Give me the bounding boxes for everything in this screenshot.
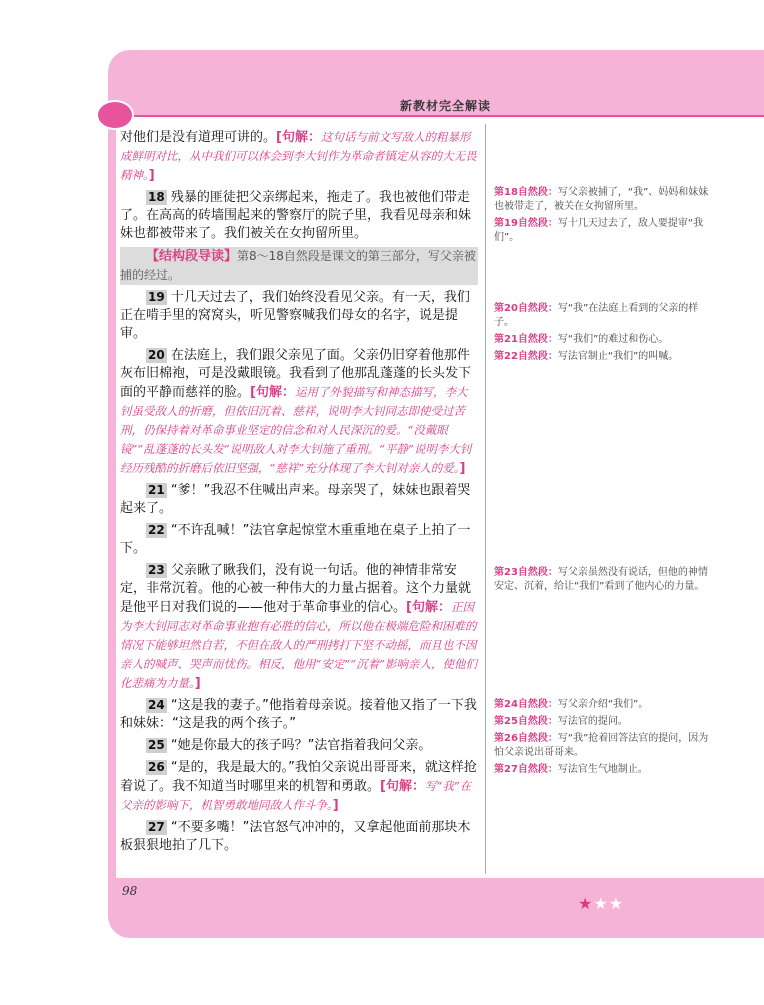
side-notes-24-27	[494, 698, 714, 780]
sentence-gloss: 正因为李大钊同志对革命事业抱有必胜的信心，所以他在极端危险和困难的情况下能够坦然自若，不但在敌人的严刑拷打下坚不动摇，而且也不因亲人的喊声、哭声而忧伤。相反，他用“安定”“沉着”影响亲人，使他们化悲痛为力量。	[120, 600, 478, 690]
side-note: 第25自然段：写法官的提问。	[494, 716, 628, 727]
page-number: 98	[122, 884, 138, 898]
paragraph-number: 27	[148, 820, 165, 834]
side-notes-20-22	[494, 302, 714, 367]
paragraph-18: 18 残暴的匪徒把父亲绑起来，拖走了。我也被他们带走了。在高高的砖墙围起来的警察厅的院子里，我看见母亲和妹妹也都被带来了。我们被关在女拘留所里。	[120, 190, 472, 241]
paragraph-17-end: 对他们是没有道理可讲的。[句解：这句话与前文写敌人的粗暴形成鲜明对比，从中我们可以体会到李大钊作为革命者镇定从容的大无畏精神。]	[120, 130, 477, 183]
paragraph-number: 21	[148, 483, 165, 497]
paragraph-number: 20	[148, 348, 165, 362]
header-rule	[116, 115, 764, 117]
side-note: 第22自然段：写法官制止“我们”的叫喊。	[494, 351, 679, 362]
paragraph-number: 22	[148, 523, 165, 537]
side-note: 第21自然段：写“我们”的难过和伤心。	[494, 334, 669, 345]
paragraph-25: 25 “她是你最大的孩子吗？”法官指着我问父亲。	[148, 738, 432, 753]
side-note: 第18自然段：写父亲被捕了，“我”、妈妈和妹妹也被带走了，被关在女拘留所里。	[494, 187, 709, 212]
structure-guide: 【结构段导读】第8～18自然段是课文的第三部分，写父亲被捕的经过。	[120, 247, 478, 285]
paragraph-22: 22 “不许乱喊！”法官拿起惊堂木重重地在桌子上拍了一下。	[120, 523, 471, 556]
paragraph-number: 26	[148, 760, 165, 774]
sentence-gloss: 运用了外貌描写和神态描写，李大钊虽受敌人的折磨，但依旧沉着、慈祥，说明李大钊同志即使受过苦刑，仍保持着对革命事业坚定的信念和对人民深沉的爱。“没戴眼镜”“乱蓬蓬的长头发”说明敌人对李大钊施了重刑。“平静”说明李大钊经历残酷的折磨后依旧坚强，“慈祥”充分体现了李大钊对亲人的爱。	[120, 385, 472, 475]
paragraph-number: 25	[148, 738, 165, 752]
main-text-column	[120, 128, 478, 859]
difficulty-stars	[578, 894, 624, 913]
book-logo-icon	[96, 100, 134, 130]
paragraph-24: 24 “这是我的妻子。”他指着母亲说。接着他又指了一下我和妹妹：“这是我的两个孩子。”	[120, 698, 477, 731]
paragraph-27: 27 “不要多嘴！”法官怒气冲冲的，又拿起他面前那块木板狠狠地拍了几下。	[120, 820, 471, 853]
paragraph-26: 26 “是的，我是最大的。”我怕父亲说出哥哥来，就这样抢着说了。我不知道当时哪里来的机智和勇敢。[句解：写“我”在父亲的影响下，机智勇敢地同敌人作斗争。]	[120, 760, 477, 813]
sentence-gloss: 写“我”在父亲的影响下，机智勇敢地同敌人作斗争。	[120, 779, 472, 812]
paragraph-number: 24	[148, 698, 165, 712]
paragraph-20: 20 在法庭上，我们跟父亲见了面。父亲仍旧穿着他那件灰布旧棉袍，可是没戴眼镜。我看到了他那乱蓬蓬的长头发下面的平静而慈祥的脸。[句解：运用了外貌描写和神态描写，李大钊虽受敌人的折磨，但依旧沉着、慈祥，说明李大钊同志即使受过苦刑，仍保持着对革命事业坚定的信念和对人民深沉的爱。“没戴眼镜”“乱蓬蓬的长头发”说明敌人对李大钊施了重刑。“平静”说明李大钊经历残酷的折磨后依旧坚强，“慈祥”充分体现了李大钊对亲人的爱。]	[120, 348, 472, 476]
star-icon: ★	[578, 894, 594, 913]
paragraph-number: 19	[148, 290, 165, 304]
header-title: 新教材完全解读	[400, 99, 492, 113]
side-notes-23	[494, 566, 714, 597]
side-notes-18-19	[494, 186, 714, 248]
side-note: 第26自然段：写“我”抢着回答法官的提问，因为怕父亲说出哥哥来。	[494, 733, 709, 758]
star-icon: ★	[608, 894, 625, 913]
star-icon: ★	[593, 894, 609, 913]
paragraph-19: 19 十几天过去了，我们始终没看见父亲。有一天，我们正在啃手里的窝窝头，听见警察喊我们母女的名字，说是提审。	[120, 290, 470, 341]
column-divider	[485, 124, 486, 874]
side-note: 第24自然段：写父亲介绍“我们”。	[494, 699, 649, 710]
sentence-gloss: 这句话与前文写敌人的粗暴形成鲜明对比，从中我们可以体会到李大钊作为革命者镇定从容的大无畏精神。	[120, 130, 477, 182]
paragraph-number: 23	[148, 563, 165, 577]
side-note: 第27自然段：写法官生气地制止。	[494, 764, 648, 775]
side-note: 第23自然段：写父亲虽然没有说话，但他的神情安定、沉着，给让“我们”看到了他内心的力量。	[494, 567, 708, 592]
side-note: 第19自然段：写十几天过去了，敌人要提审“我们”。	[494, 218, 704, 243]
paragraph-23: 23 父亲瞅了瞅我们，没有说一句话。他的神情非常安定，非常沉着。他的心被一种伟大的力量占据着。这个力量就是他平日对我们说的——他对于革命事业的信心。[句解：正因为李大钊同志对革命事业抱有必胜的信心，所以他在极端危险和困难的情况下能够坦然自若，不但在敌人的严刑拷打下坚不动摇，而且也不因亲人的喊声、哭声而忧伤。相反，他用“安定”“沉着”影响亲人，使他们化悲痛为力量。]	[120, 563, 478, 691]
gloss-label: 句解：	[281, 130, 321, 145]
paragraph-number: 18	[148, 190, 165, 204]
paragraph-21: 21 “爹！”我忍不住喊出声来。母亲哭了，妹妹也跟着哭起来了。	[120, 483, 471, 516]
side-note: 第20自然段：写“我”在法庭上看到的父亲的样子。	[494, 303, 699, 328]
